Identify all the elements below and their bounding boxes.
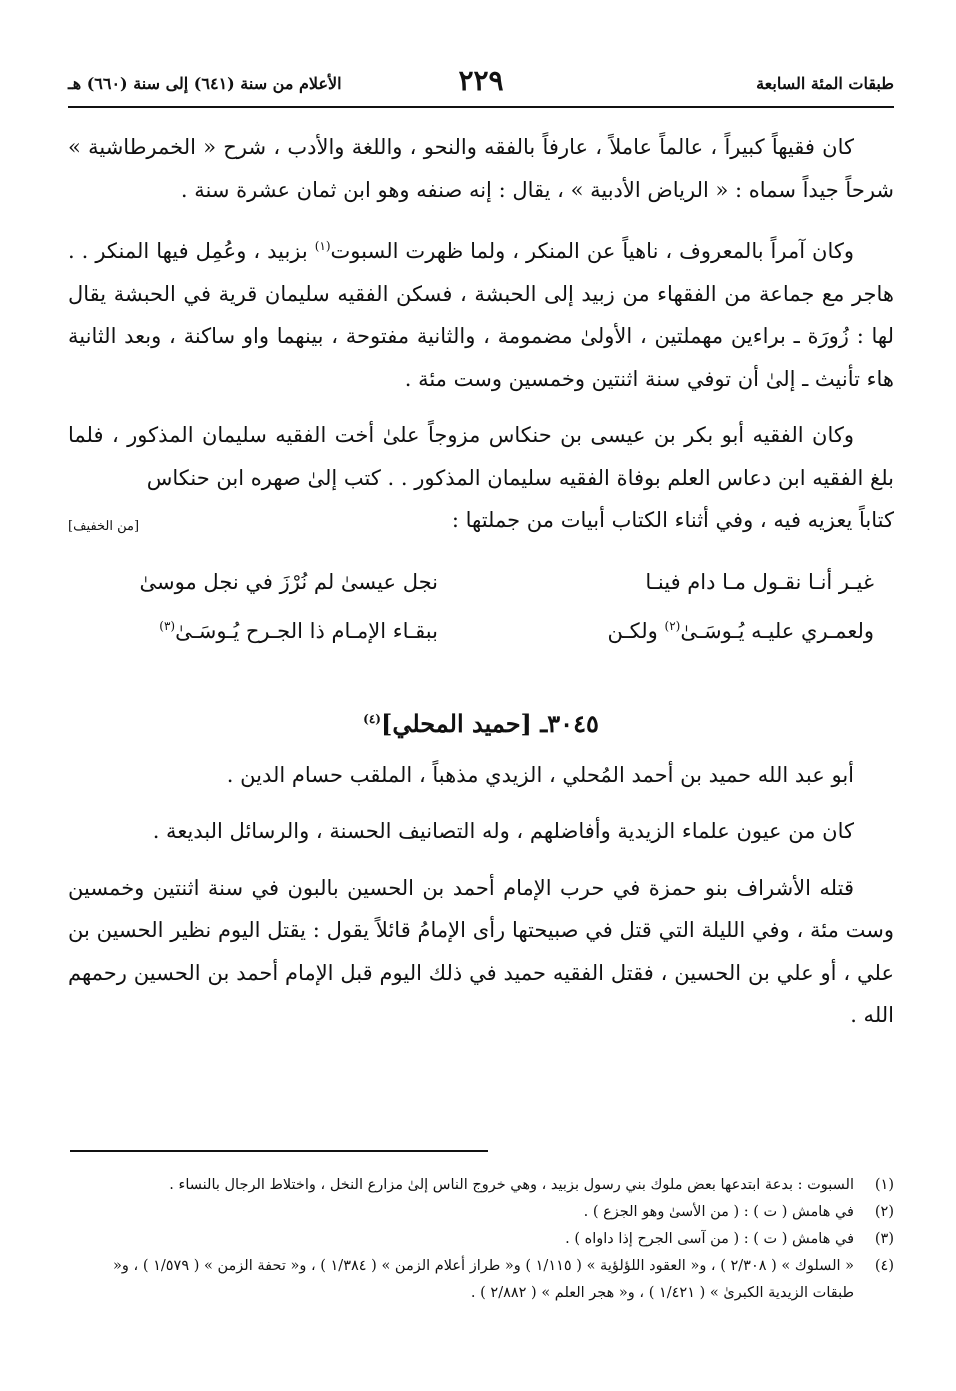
footnote-ref-2[interactable]: (٢) <box>664 618 681 633</box>
footnote-text: « السلوك » ( ٢/٣٠٨ ) ، و« العقود اللؤلؤية » ( ١/١١٥ ) و« طراز أعلام الزمن » ( ١/٣٨٤ ) ، و« تحفة الزمن » ( ١/٥٧٩ ) ، و« طبقات الزيدية الكبرىٰ » ( ١/٤٢١ ) ، و« هجر العلم » ( ٢/٨٨٢ ) . <box>113 1258 854 1301</box>
verse-2-second-hemistich <box>98 604 438 653</box>
footnote-ref-3[interactable]: (٣) <box>159 618 176 633</box>
footnote-text: في هامش ( ت ) : ( من آسى الجرح إذا داواه ) . <box>565 1231 854 1247</box>
footnote-ref-1[interactable]: (١) <box>314 239 331 253</box>
paragraph-5: كان من عيون علماء الزيدية وأفاضلهم ، وله التصانيف الحسنة ، والرسائل البديعة . <box>152 819 854 843</box>
entry-title <box>68 697 894 746</box>
footnote-number: (٣) <box>874 1231 894 1247</box>
paragraph-2 <box>68 225 894 400</box>
main-text <box>68 126 894 1037</box>
poem <box>68 560 894 653</box>
footnote <box>70 1226 894 1253</box>
verse-2-first-text: ولعمـري عليـه يُـوسَـىٰ <box>680 618 874 643</box>
paragraph-4: أبو عبد الله حميد بن أحمد المُحلي ، الزيدي مذهباً ، الملقب حسام الدين . <box>226 762 854 787</box>
verse-1-first-hemistich: غيـر أنـا نقـول مـا دام فينـا <box>645 569 874 594</box>
paragraph-2-start: وكان آمراً بالمعروف ، ناهياً عن المنكر ، ولما ظهرت السبوت <box>330 239 854 263</box>
footnote-number: (٢) <box>874 1204 894 1220</box>
paragraph-1: كان فقيهاً كبيراً ، عالماً عاملاً ، عارفاً بالفقه والنحو ، واللغة والأدب ، شرح « الخمرطاشية » شرحاً جيداً سماه : « الرياض الأدبية » ، يقال : إنه صنفه وهو ابن ثمان عشرة سنة . <box>68 135 894 202</box>
page-header <box>68 64 894 108</box>
running-title: طبقات المئة السابعة <box>756 74 894 93</box>
footnote-number: (٤) <box>874 1258 894 1274</box>
verse-2-first-hemistich <box>534 604 874 653</box>
running-range: الأعلام من سنة (٦٤١) إلى سنة (٦٦٠) هـ <box>68 74 342 93</box>
page-number: ٢٢٩ <box>458 64 504 97</box>
verse-line <box>68 560 894 604</box>
footnote <box>70 1199 894 1226</box>
footnotes <box>70 1172 894 1307</box>
verse-line <box>68 604 894 653</box>
paragraph-2-end: بزبيد ، وعُمِل فيها المنكر . . هاجر مع جماعة من الفقهاء من زبيد إلى الحبشة ، فسكن الفقيه سليمان قرية في الحبشة يقال لها : زُورَة ـ براءين مهملتين ، الأولىٰ مضمومة ، والثانية مفتوحة ، بينهما واو ساكنة ، وبعد الثانية هاء تأنيث ـ إلىٰ أن توفي سنة اثنتين وخمسين وست مئة . <box>68 239 894 391</box>
footnote-number: (١) <box>874 1177 894 1193</box>
entry-title-text: ٣٠٤٥ـ [حميد المحلي] <box>380 708 599 738</box>
verse-2-first-end: ولكـن <box>607 618 665 643</box>
footnote-text: في هامش ( ت ) : ( من الأسىٰ وهو الجزع ) . <box>583 1204 854 1220</box>
footnote-text: السبوت : بدعة ابتدعها بعض ملوك بني رسول بزبيد ، وهي خروج الناس إلىٰ مزارع النخل ، واختلاط الرجال بالنساء . <box>169 1177 854 1193</box>
footnote-divider <box>70 1150 488 1152</box>
footnote <box>70 1253 894 1307</box>
paragraph-3-tail: كتاباً يعزيه فيه ، وفي أثناء الكتاب أبيات من جملتها : <box>451 508 894 532</box>
footnote-ref-4[interactable]: (٤) <box>363 711 381 726</box>
meter-label: [من الخفيف] <box>68 518 140 534</box>
paragraph-6: قتله الأشراف بنو حمزة في حرب الإمام أحمد بن الحسين بالبون في سنة اثنتين وخمسين وست مئة ، وفي الليلة التي قتل في صبيحتها رأى الإمامُ قائلاً يقول : يقتل اليوم نظير الحسين بن علي ، أو علي بن الحسين ، فقتل الفقيه حميد في ذلك اليوم قبل الإمام أحمد بن الحسين رحمهم الله . <box>68 875 894 1027</box>
paragraph-3-last-line <box>68 499 894 542</box>
verse-2-second-text: ببقـاء الإمـام ذا الجـرح يُـوسَـىٰ <box>175 618 438 643</box>
footnote <box>70 1172 894 1199</box>
paragraph-3: وكان الفقيه أبو بكر بن عيسى بن حنكاس مزوجاً علىٰ أخت الفقيه سليمان المذكور ، فلما بلغ الفقيه ابن دعاس العلم بوفاة الفقيه سليمان المذكور . . كتب إلىٰ صهره ابن حنكاس <box>68 423 894 490</box>
verse-1-second-hemistich: نجل عيسىٰ لم نُرْزَ في نجل موسىٰ <box>139 569 438 594</box>
